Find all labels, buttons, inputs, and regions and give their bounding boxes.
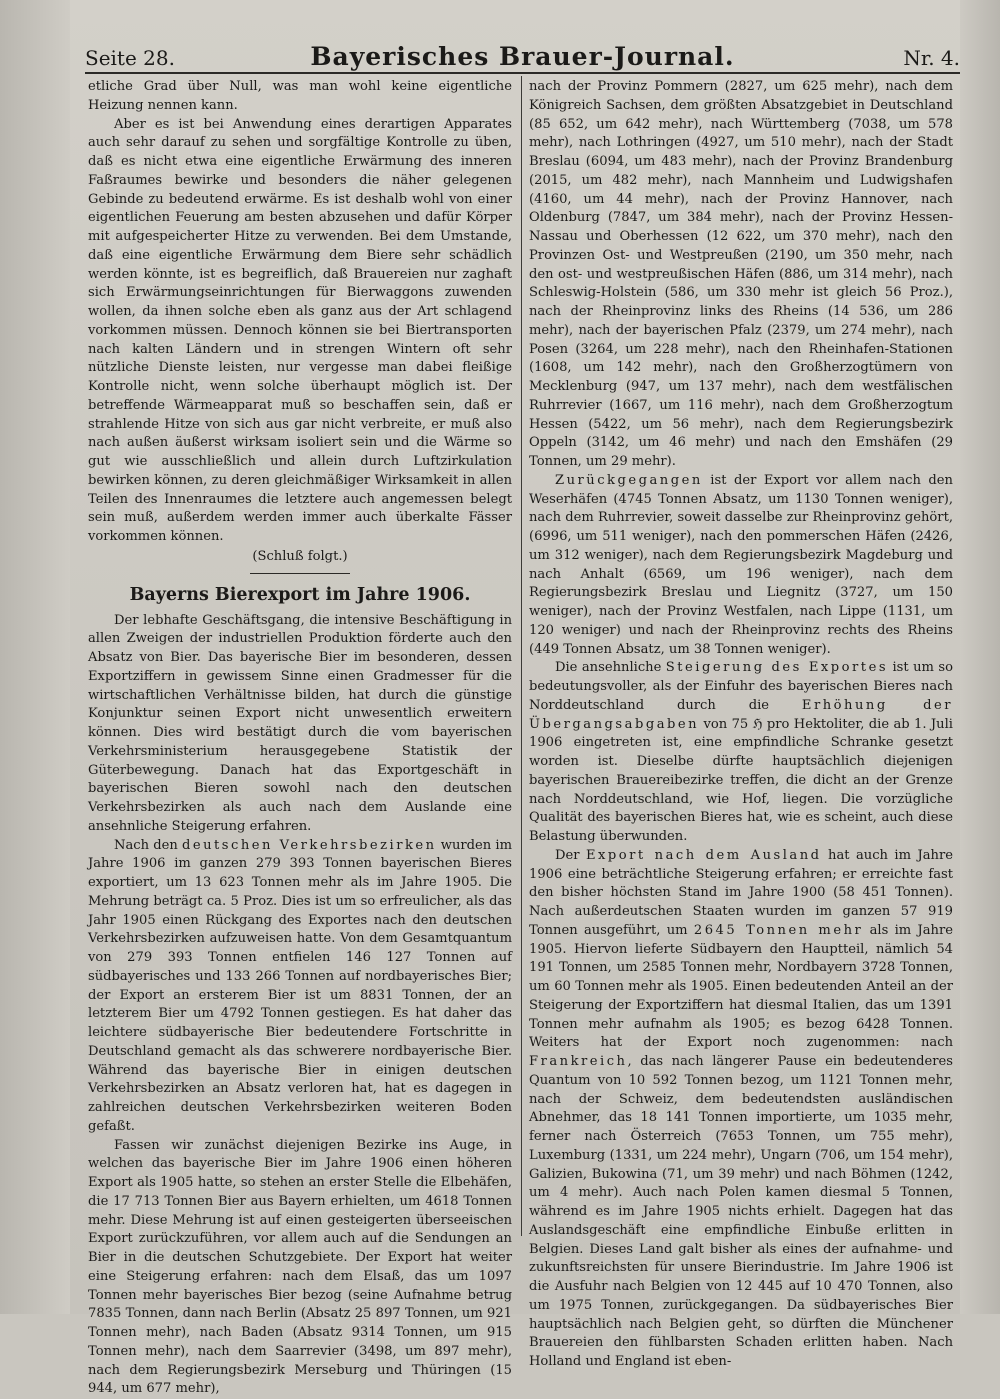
paragraph: Der lebhafte Geschäftsgang, die intensive Beschäftigung in allen Zweigen der industriellen Produktion förderte auch den Absatz von Bier. Das bayerische Bier im besonderen, dessen Exportziffern in gewissem Sinne einen Gradmesser für die wirtschaftlichen Verhältnisse bilden, hat durch die günstige Konjunktur seinen Export nicht unwesentlich erweitern können. Dies wird bestätigt durch die vom bayerischen Verkehrsministerium herausgegebene Statistik der Güterbewegung. Danach hat das Exportgeschäft in bayerischen Bieren sowohl nach den deutschen Verkehrsbezirken als auch nach dem Auslande eine ansehnliche Steigerung erfahren. [88,612,512,837]
emphasized-text: Frankreich [529,1054,627,1069]
text-run: Der [555,848,586,863]
paragraph [529,659,953,847]
text-run: von 75 ℌ pro Hektoliter, die ab 1. Juli 1906 eingetreten ist, eine empfindliche Schranke gesetzt worden ist. Dieselbe dürfte hauptsächlich diejenigen bayerischen Brauereibezirke treffen, die dicht an der Grenze nach Norddeutschland, wie Hof, liegen. Die vorzügliche Qualität des bayerischen Bieres hat, wie es scheint, auch diese Belastung überwunden. [529,717,953,845]
text-run: Nach den [114,838,182,853]
text-run: als im Jahre 1905. Hiervon lieferte Südbayern den Hauptteil, nämlich 54 191 Tonnen, um 2585 Tonnen mehr, Nordbayern 3728 Tonnen, um 60 Tonnen mehr als 1905. Einen bedeutenden Anteil an der Steigerung der Exportziffern hat diesmal Italien, das um 1391 Tonnen mehr aufnahm als 1905; es bezog 6428 Tonnen. Weiters hat der Export noch zugenommen: nach [529,923,953,1051]
issue-number: Nr. 4. [903,46,960,70]
continuation-note: (Schluß folgt.) [88,548,512,567]
paragraph: Fassen wir zunächst diejenigen Bezirke ins Auge, in welchen das bayerische Bier im Jahre 1906 einen höheren Export als 1905 hatte, so stehen an erster Stelle die Elbehäfen, die 17 713 Tonnen Bier aus Bayern erhielten, um 4618 Tonnen mehr. Diese Mehrung ist auf einen gesteigerten überseeischen Export zurückzuführen, vor allem auch auf die Sendungen an Bier in die deutschen Schutzgebiete. Der Export hat weiter eine Steigerung erfahren: nach dem Elsaß, das um 1097 Tonnen mehr bayerisches Bier bezog (seine Aufnahme betrug 7835 Tonnen, dann nach Berlin (Absatz 25 897 Tonnen, um 921 Tonnen mehr), nach Baden (Absatz 9314 Tonnen, um 915 Tonnen mehr), nach dem Saarrevier (3498, um 897 mehr), nach dem Regierungsbezirk Merseburg und Thüringen (15 944, um 677 mehr), [88,1137,512,1399]
header-rule [85,72,960,74]
emphasized-text: deutschen Verkehrsbezirken [182,838,437,853]
emphasized-text: Erhöhung der Übergangsabgaben [529,698,953,732]
text-run: hat auch im Jahre 1906 eine beträchtliche Steigerung erfahren; er erreichte fast den bisher höchsten Stand im Jahre 1900 (58 451 Tonnen). Nach außerdeutschen Staaten wurden im ganzen 57 919 Tonnen ausgeführt, um [529,848,953,938]
paragraph [88,837,512,1137]
paragraph: nach der Provinz Pommern (2827, um 625 mehr), nach dem Königreich Sachsen, dem größten Absatzgebiet in Deutschland (85 652, um 642 mehr), nach Württemberg (7038, um 578 mehr), nach Lothringen (4927, um 510 mehr), nach der Stadt Breslau (6094, um 483 mehr), nach der Provinz Brandenburg (2015, um 482 mehr), nach Mannheim und Ludwigshafen (4160, um 44 mehr), nach der Provinz Hannover, nach Oldenburg (7847, um 384 mehr), nach der Provinz Hessen-Nassau und Oberhessen (12 622, um 370 mehr), nach den Provinzen Ost- und Westpreußen (2190, um 350 mehr, nach den ost- und westpreußischen Häfen (886, um 314 mehr), nach Schleswig-Holstein (586, um 330 mehr ist gleich 56 Proz.), nach der Rheinprovinz links des Rheins (14 536, um 286 mehr), nach der bayerischen Pfalz (2379, um 274 mehr), nach Posen (3264, um 228 mehr), nach den Rheinhafen-Stationen (1608, um 142 mehr), nach den Großherzogtümern von Mecklenburg (947, um 137 mehr), nach dem westfälischen Ruhrrevier (1667, um 116 mehr), nach dem Großherzogtum Hessen (5422, um 56 mehr), nach dem Regierungsbezirk Oppeln (3142, um 46 mehr) und nach den Emshäfen (29 Tonnen, um 29 mehr). [529,78,953,472]
text-run: , das nach längerer Pause ein bedeutenderes Quantum von 10 592 Tonnen bezog, um 1121 Tonnen mehr, nach der Schweiz, dem bedeutendsten ausländischen Abnehmer, das 18 141 Tonnen importierte, um 1035 mehr, ferner nach Österreich (7653 Tonnen, um 755 mehr), Luxemburg (1331, um 224 mehr), Ungarn (706, um 154 mehr), Galizien, Bukowina (71, um 39 mehr) und nach Böhmen (1242, um 4 mehr). Auch nach Polen kamen diesmal 5 Tonnen, während es im Jahre 1905 nichts erhielt. Dagegen hat das Auslandsgeschäft eine empfindliche Einbuße erlitten in Belgien. Dieses Land galt bisher als eines der aufnahme- und zukunftsreichsten für unsere Bierindustrie. Im Jahre 1906 ist die Ausfuhr nach Belgien von 12 445 auf 10 470 Tonnen, also um 1975 Tonnen, zurückgegangen. Da südbayerisches Bier hauptsächlich nach Belgien geht, so dürften die Münchener Brauereien den fühlbarsten Schaden erlitten haben. Nach Holland und England ist eben- [529,1054,953,1369]
text-run: wurden im Jahre 1906 im ganzen 279 393 Tonnen bayerischen Bieres exportiert, um 13 623 Tonnen mehr als im Jahre 1905. Die Mehrung beträgt ca. 5 Proz. Dies ist um so erfreulicher, als das Jahr 1905 einen Rückgang des Exportes nach den deutschen Verkehrsbezirken aufzuweisen hatte. Von dem Gesamtquantum von 279 393 Tonnen entfielen 146 127 Tonnen auf südbayerisches und 133 266 Tonnen auf nordbayerisches Bier; der Export an ersterem Bier ist um 8831 Tonnen, der an letzterem Bier um 4792 Tonnen gestiegen. Es hat daher das leichtere südbayerische Bier bedeutendere Fortschritte in Deutschland gemacht als das schwerere nordbayerische Bier. Während das bayerische Bier in einigen deutschen Verkehrsbezirken an Absatz verloren hat, hat es dagegen in zahlreichen deutschen Verkehrsbezirken weiteren Boden gefaßt. [88,838,512,1134]
text-run: Die ansehnliche [555,660,666,675]
page-shadow-left [0,0,70,1314]
article-headline: Bayerns Bierexport im Jahre 1906. [88,584,512,606]
paragraph: Aber es ist bei Anwendung eines derartigen Apparates auch sehr darauf zu sehen und sorgfältige Kontrolle zu üben, daß es nicht etwa eine eigentliche Erwärmung des inneren Faßraumes bewirke und besonders die näher gelegenen Gebinde zu bedeutend erwärme. Es ist deshalb wohl von einer eigentlichen Feuerung am besten abzusehen und dafür Körper mit aufgespeicherter Hitze zu verwenden. Bei dem Umstande, daß eine eigentliche Erwärmung dem Biere sehr schädlich werden könnte, ist es begreiflich, daß Brauereien nur zaghaft sich Erwärmungseinrichtungen für Bierwaggons zuwenden wollen, da ihnen solche eben als ganz aus der Art schlagend vorkommen müssen. Dennoch können sie bei Biertransporten nach kalten Ländern und in strengen Wintern oft sehr nützliche Dienste leisten, nur vergesse man dabei fleißige Kontrolle nicht, wenn solche überhaupt möglich ist. Der betreffende Wärmeapparat muß so beschaffen sein, daß er strahlende Hitze von sich aus gar nicht verbreite, er muß also nach außen äußerst wirksam isoliert sein und die Wärme so gut wie ausschließlich und allein durch Luftzirkulation bewirken können, zu deren gleichmäßiger Wirksamkeit in allen Teilen des Innenraumes die letztere auch angemessen belegt sein muß, außerdem werden immer auch überkalte Fässer vorkommen können. [88,116,512,547]
emphasized-text: Export nach dem Ausland [586,848,822,863]
paragraph [529,472,953,660]
text-run: ist der Export vor allem nach den Weserhäfen (4745 Tonnen Absatz, um 1130 Tonnen weniger), nach dem Ruhrrevier, soweit dasselbe zur Rheinprovinz gehört, (6996, um 511 weniger), nach den pommerschen Häfen (2426, um 312 weniger), nach dem Regierungsbezirk Magdeburg und nach Anhalt (6569, um 196 weniger), nach dem Regierungsbezirk Breslau und Liegnitz (3727, um 150 weniger), nach der Provinz Westfalen, nach Lippe (1131, um 120 weniger) und nach der Rheinprovinz rechts des Rheins (449 Tonnen Absatz, um 38 Tonnen weniger). [529,473,953,657]
emphasized-text: 2645 Tonnen mehr [694,923,863,938]
article-separator [250,573,350,574]
left-column [88,78,512,1399]
journal-title: Bayerisches Brauer-Journal. [85,42,960,71]
emphasized-text: Zurückgegangen [555,473,703,488]
paragraph [529,847,953,1372]
emphasized-text: Steigerung des Exportes [666,660,888,675]
page-shadow-right [960,0,1000,1314]
column-divider [521,76,522,1236]
page-number: Seite 28. [85,46,175,70]
paragraph: etliche Grad über Null, was man wohl keine eigentliche Heizung nennen kann. [88,78,512,116]
right-column [529,78,953,1372]
text-run: ist um so bedeutungsvoller, als der Einfuhr des bayerischen Bieres nach Norddeutschland durch die [529,660,953,713]
